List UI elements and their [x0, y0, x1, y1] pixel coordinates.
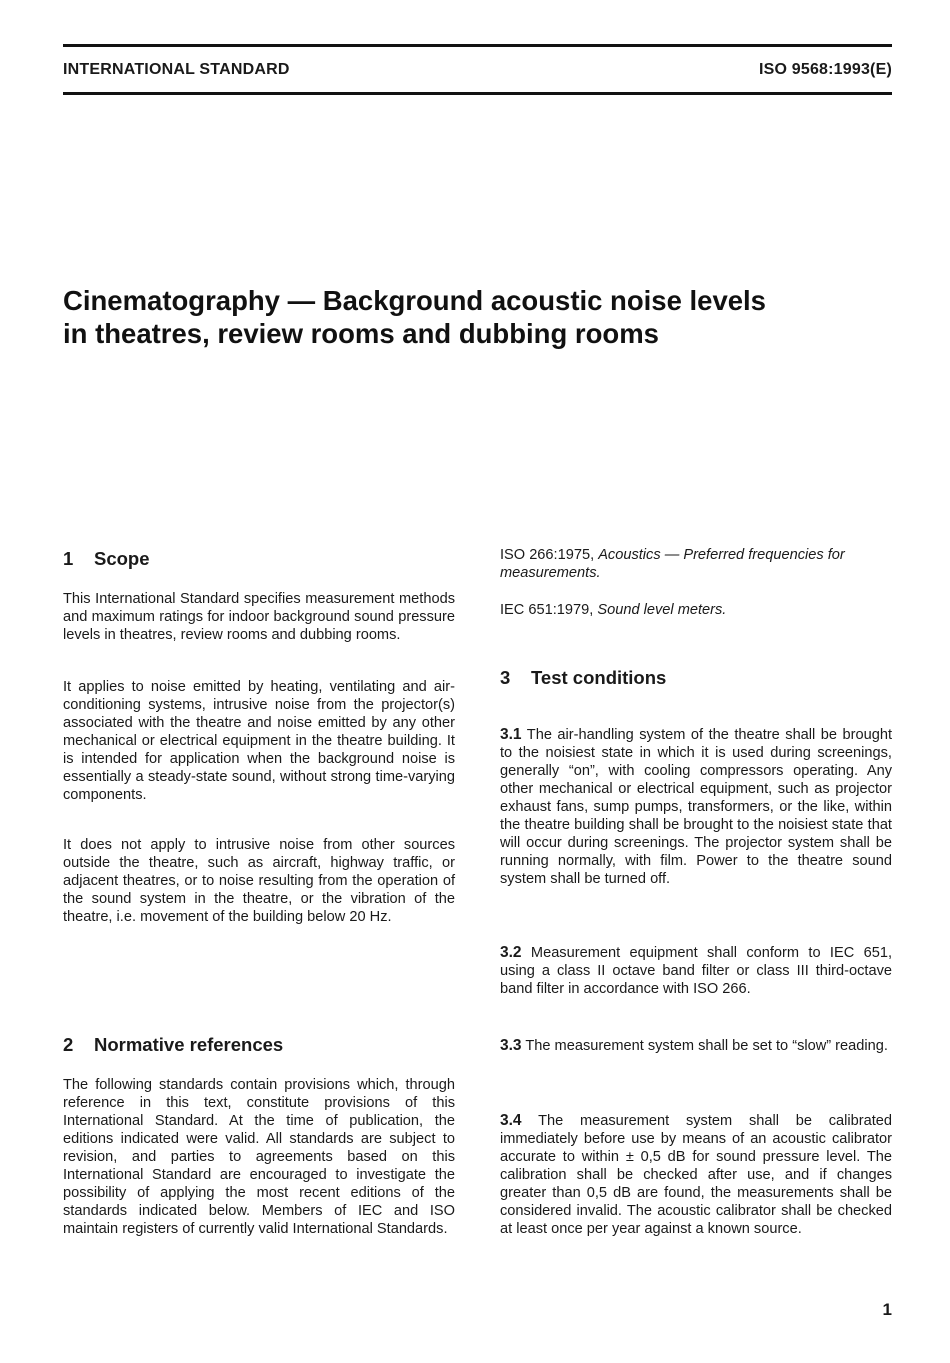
clause-number: 3.4: [500, 1112, 522, 1129]
paragraph: This International Standard specifies measurement methods and maximum ratings for indoor background sound pressure levels in theatres, review rooms and dubbing rooms.: [63, 591, 455, 643]
clause-3-4: [500, 1112, 892, 1238]
page-number: 1: [882, 1300, 892, 1319]
clause-text: Measurement equipment shall conform to IEC 651, using a class II octave band filter or class III third-octave band filter in accordance with ISO 266.: [500, 945, 892, 997]
header-bottom-rule: [63, 92, 892, 95]
scope-para-3: [63, 836, 455, 926]
clause-number: 3.1: [500, 726, 522, 743]
reference-title: Acoustics — Preferred frequencies for measurements.: [500, 547, 845, 581]
title-line-2: in theatres, review rooms and dubbing rooms: [63, 318, 659, 349]
reference-code: ISO 266:1975,: [500, 547, 599, 563]
scope-para-2: [63, 678, 455, 804]
clause-text: The measurement system shall be set to “slow” reading.: [525, 1038, 888, 1054]
reference-title: Sound level meters.: [597, 602, 727, 618]
clause-text: The measurement system shall be calibrated immediately before use by means of an acoustic calibrator accurate to within ± 0,5 dB for sound pressure level. The calibration shall be checked after use, and if changes greater than 0,5 dB are found, the measurements shall be considered invalid. The acoustic calibrator shall be checked at least once per year against a known source.: [500, 1113, 892, 1237]
section-3-heading: [500, 667, 666, 689]
scope-para-1: [63, 590, 455, 644]
normative-para: [63, 1076, 455, 1238]
paragraph: It applies to noise emitted by heating, ventilating and air-conditioning systems, intrusive noise from the projector(s) associated with the theatre and noise emitted by any other mechanical or electrical equipment in the theatre building. It is intended for application when the background noise is essentially a steady-state sound, without strong time-varying components.: [63, 679, 455, 803]
reference-iec-651: [500, 601, 892, 619]
standard-number: ISO 9568:1993(E): [758, 61, 892, 78]
document-title: [63, 284, 893, 350]
document-type-label: INTERNATIONAL STANDARD: [63, 61, 290, 78]
section-number: 1: [63, 548, 74, 569]
clause-3-3: [500, 1037, 892, 1055]
header-top-rule: [63, 44, 892, 47]
section-number: 3: [500, 667, 511, 688]
clause-3-1: [500, 726, 892, 888]
clause-number: 3.2: [500, 944, 522, 961]
paragraph: It does not apply to intrusive noise from other sources outside the theatre, such as aircraft, highway traffic, or adjacent theatres, or to noise resulting from the operation of the sound system in the theatre, or the vibration of the theatre, i.e. movement of the building below 20 Hz.: [63, 837, 455, 925]
section-1-heading: [63, 548, 150, 570]
clause-number: 3.3: [500, 1037, 522, 1054]
title-line-1: Cinematography — Background acoustic noise levels: [63, 285, 766, 316]
clause-3-2: [500, 944, 892, 998]
section-number: 2: [63, 1034, 74, 1055]
clause-text: The air-handling system of the theatre shall be brought to the noisiest state in which it is used during screenings, generally “on”, with cooling compressors operating. Any other mechanical or electrical equipment, such as projector exhaust fans, sump pumps, transformers, or the like, within the theatre building shall be brought to the noisiest state that will occur during screenings. The projector system shall be running normally, with film. Power to the theatre sound system shall be turned off.: [500, 727, 892, 887]
section-title: Test conditions: [531, 667, 667, 688]
section-title: Scope: [94, 548, 150, 569]
section-title: Normative references: [94, 1034, 284, 1055]
section-2-heading: [63, 1034, 283, 1056]
reference-iso-266: [500, 546, 892, 582]
reference-code: IEC 651:1979,: [500, 602, 598, 618]
paragraph: The following standards contain provisions which, through reference in this text, constitute provisions of this International Standard. At the time of publication, the editions indicated were valid. All standards are subject to revision, and parties to agreements based on this International Standard are encouraged to investigate the possibility of applying the most recent editions of the standards indicated below. Members of IEC and ISO maintain registers of currently valid International Standards.: [63, 1077, 455, 1237]
